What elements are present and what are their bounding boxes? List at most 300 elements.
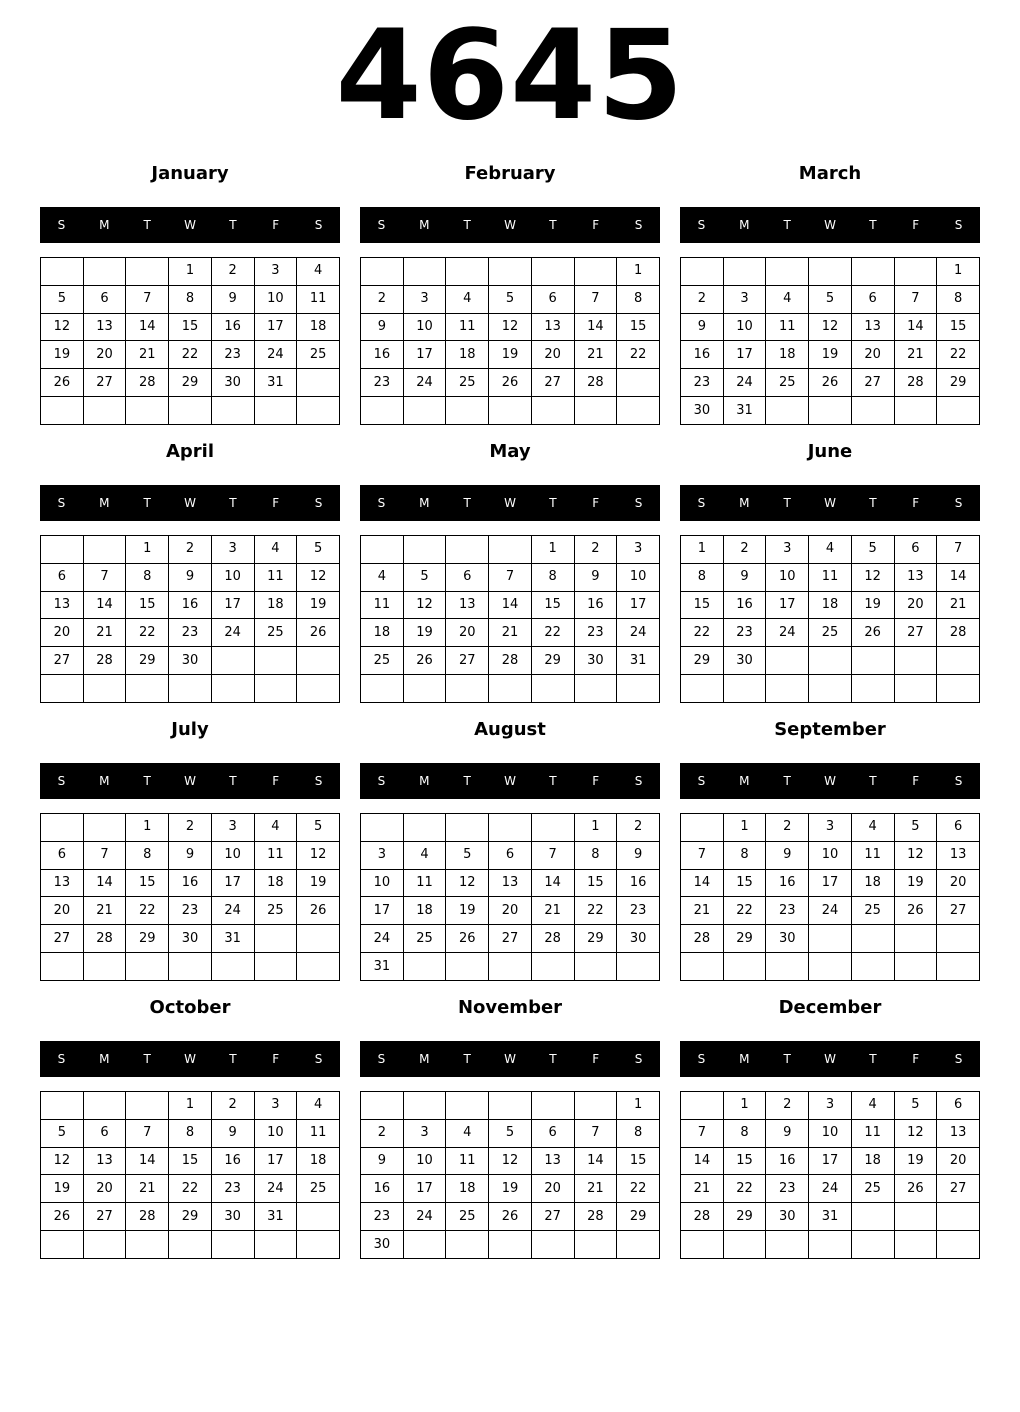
day-cell: 27 [41,925,84,953]
week-row [361,313,660,341]
weekday-label: S [634,1052,643,1066]
day-cell: 12 [894,1119,937,1147]
week-row [361,841,660,869]
weekday-label: M [99,1052,110,1066]
day-cell: 5 [489,285,532,313]
empty-cell [937,953,980,981]
empty-cell [297,675,340,703]
week-row [681,1147,980,1175]
day-cell: 13 [937,841,980,869]
day-cell: 29 [169,1203,212,1231]
day-cell: 5 [41,1119,84,1147]
day-cell: 23 [211,341,254,369]
day-cell: 25 [297,1175,340,1203]
empty-cell [41,953,84,981]
day-cell: 13 [83,313,126,341]
day-cell: 9 [169,841,212,869]
empty-cell [681,953,724,981]
day-cell: 3 [809,814,852,842]
day-cell: 4 [297,258,340,286]
day-cell: 20 [446,619,489,647]
weekday-label: T [549,496,557,510]
day-cell: 24 [766,619,809,647]
day-cell: 25 [254,619,297,647]
empty-cell [297,369,340,397]
week-row [681,397,980,425]
day-cell: 29 [531,647,574,675]
empty-cell [531,1231,574,1259]
day-cell: 5 [297,814,340,842]
day-cell: 18 [809,591,852,619]
day-cell: 27 [531,1203,574,1231]
day-cell: 9 [211,1119,254,1147]
day-cell: 30 [766,1203,809,1231]
weekday-header-bar [40,485,340,521]
week-row [681,1231,980,1259]
week-row [361,814,660,842]
weekday-label: M [419,1052,430,1066]
day-cell: 13 [531,1147,574,1175]
day-cell: 23 [361,1203,404,1231]
day-cell: 1 [723,814,766,842]
day-cell: 12 [894,841,937,869]
day-cell: 25 [766,369,809,397]
day-cell: 11 [297,1119,340,1147]
day-cell: 24 [617,619,660,647]
weekday-label: W [824,774,836,788]
day-cell: 5 [489,1119,532,1147]
weekday-header-bar [40,763,340,799]
day-cell: 4 [446,1119,489,1147]
day-cell: 14 [681,1147,724,1175]
empty-cell [531,953,574,981]
empty-cell [617,397,660,425]
week-row [681,1119,980,1147]
day-cell: 24 [809,897,852,925]
day-cell: 8 [574,841,617,869]
weekday-header-bar [40,1041,340,1077]
empty-cell [126,1231,169,1259]
weekday-label: T [549,774,557,788]
empty-cell [489,675,532,703]
empty-cell [617,1231,660,1259]
day-cell: 13 [851,313,894,341]
month-title: October [149,997,231,1018]
weekday-label: W [504,496,516,510]
day-grid [40,535,340,703]
day-cell: 8 [169,1119,212,1147]
day-cell: 9 [766,841,809,869]
empty-cell [617,675,660,703]
empty-cell [41,1092,84,1120]
weekday-label: S [314,774,323,788]
week-row [361,1175,660,1203]
day-cell: 25 [403,925,446,953]
empty-cell [169,953,212,981]
week-row [361,563,660,591]
empty-cell [254,1231,297,1259]
empty-cell [851,925,894,953]
day-cell: 21 [83,897,126,925]
week-row [681,814,980,842]
day-cell: 22 [723,1175,766,1203]
day-cell: 11 [446,313,489,341]
weekday-label: T [783,774,791,788]
day-cell: 3 [723,285,766,313]
weekday-header-bar [360,1041,660,1077]
day-cell: 11 [403,869,446,897]
weekday-label: F [272,1052,280,1066]
week-row [41,1119,340,1147]
weekday-header-bar [680,207,980,243]
day-cell: 25 [851,897,894,925]
week-row [681,563,980,591]
weekday-label: S [314,1052,323,1066]
day-cell: 17 [254,1147,297,1175]
empty-cell [681,675,724,703]
empty-cell [211,647,254,675]
day-cell: 9 [766,1119,809,1147]
week-row [681,369,980,397]
day-cell: 15 [681,591,724,619]
empty-cell [937,647,980,675]
day-cell: 19 [489,341,532,369]
weekday-label: S [697,218,706,232]
empty-cell [681,1092,724,1120]
day-cell: 16 [574,591,617,619]
day-cell: 24 [211,619,254,647]
empty-cell [937,925,980,953]
day-cell: 23 [211,1175,254,1203]
day-cell: 2 [766,814,809,842]
day-cell: 31 [254,1203,297,1231]
day-cell: 18 [851,869,894,897]
day-cell: 12 [809,313,852,341]
day-cell: 29 [723,925,766,953]
day-cell: 12 [446,869,489,897]
weekday-label: W [504,1052,516,1066]
week-row [361,258,660,286]
day-cell: 30 [574,647,617,675]
empty-cell [297,647,340,675]
day-cell: 23 [766,1175,809,1203]
day-cell: 26 [446,925,489,953]
week-row [681,953,980,981]
week-row [41,647,340,675]
day-cell: 4 [403,841,446,869]
day-cell: 28 [83,647,126,675]
day-cell: 29 [617,1203,660,1231]
day-cell: 6 [83,285,126,313]
day-cell: 21 [83,619,126,647]
day-cell: 22 [169,1175,212,1203]
week-row [681,536,980,564]
empty-cell [83,814,126,842]
week-row [41,953,340,981]
day-cell: 21 [574,1175,617,1203]
week-row [361,897,660,925]
day-cell: 17 [211,869,254,897]
day-cell: 17 [403,1175,446,1203]
day-cell: 1 [169,1092,212,1120]
empty-cell [723,953,766,981]
day-cell: 27 [83,1203,126,1231]
day-cell: 7 [126,285,169,313]
day-cell: 2 [766,1092,809,1120]
day-cell: 12 [489,313,532,341]
empty-cell [489,1231,532,1259]
day-cell: 22 [126,619,169,647]
day-cell: 11 [254,841,297,869]
day-cell: 4 [446,285,489,313]
day-cell: 22 [617,1175,660,1203]
day-cell: 11 [766,313,809,341]
month-title: September [774,719,886,740]
day-cell: 3 [809,1092,852,1120]
day-cell: 31 [361,953,404,981]
day-cell: 30 [169,647,212,675]
day-grid [40,1091,340,1259]
empty-cell [403,536,446,564]
empty-cell [851,675,894,703]
day-cell: 30 [681,397,724,425]
day-cell: 31 [211,925,254,953]
week-row [361,925,660,953]
day-cell: 11 [254,563,297,591]
week-row [361,1231,660,1259]
weekday-label: F [592,1052,600,1066]
day-cell: 5 [403,563,446,591]
empty-cell [574,1231,617,1259]
day-cell: 28 [83,925,126,953]
day-cell: 19 [489,1175,532,1203]
day-cell: 10 [809,841,852,869]
empty-cell [489,258,532,286]
weekday-label: T [783,218,791,232]
empty-cell [297,953,340,981]
day-cell: 29 [937,369,980,397]
week-row [41,341,340,369]
day-cell: 23 [169,619,212,647]
empty-cell [446,675,489,703]
month-title: May [489,441,531,462]
week-row [681,313,980,341]
empty-cell [361,814,404,842]
day-cell: 15 [126,869,169,897]
day-cell: 6 [446,563,489,591]
day-cell: 20 [851,341,894,369]
day-cell: 29 [169,369,212,397]
day-cell: 20 [83,341,126,369]
day-cell: 16 [617,869,660,897]
weekday-label: S [314,496,323,510]
day-cell: 15 [531,591,574,619]
empty-cell [41,1231,84,1259]
month-title: March [798,163,862,184]
week-row [41,925,340,953]
empty-cell [403,1092,446,1120]
weekday-label: T [143,774,151,788]
day-cell: 17 [361,897,404,925]
day-cell: 28 [894,369,937,397]
weekday-label: T [783,496,791,510]
weekday-label: S [697,1052,706,1066]
day-cell: 29 [126,647,169,675]
week-row [41,897,340,925]
day-cell: 4 [361,563,404,591]
weekday-label: T [549,1052,557,1066]
weekday-label: T [869,1052,877,1066]
day-cell: 26 [41,369,84,397]
empty-cell [446,1231,489,1259]
day-cell: 29 [574,925,617,953]
day-cell: 17 [809,1147,852,1175]
day-cell: 28 [126,369,169,397]
weekday-label: S [377,496,386,510]
day-cell: 18 [254,869,297,897]
day-cell: 30 [211,369,254,397]
day-cell: 4 [809,536,852,564]
weekday-label: F [912,774,920,788]
day-cell: 24 [211,897,254,925]
day-cell: 10 [403,313,446,341]
day-cell: 11 [297,285,340,313]
day-cell: 31 [809,1203,852,1231]
week-row [41,675,340,703]
day-grid [40,813,340,981]
empty-cell [809,258,852,286]
day-cell: 3 [617,536,660,564]
day-cell: 26 [297,897,340,925]
day-cell: 17 [254,313,297,341]
week-row [361,591,660,619]
empty-cell [894,925,937,953]
day-cell: 13 [489,869,532,897]
day-cell: 30 [766,925,809,953]
day-cell: 8 [723,841,766,869]
day-cell: 7 [531,841,574,869]
day-cell: 11 [446,1147,489,1175]
weekday-label: S [634,774,643,788]
day-cell: 21 [681,1175,724,1203]
weekday-label: M [99,774,110,788]
day-cell: 25 [851,1175,894,1203]
day-cell: 22 [723,897,766,925]
empty-cell [531,675,574,703]
day-cell: 27 [489,925,532,953]
weekday-label: W [824,218,836,232]
day-cell: 19 [41,341,84,369]
day-cell: 3 [361,841,404,869]
day-grid [40,257,340,425]
weekday-label: M [739,496,750,510]
weekday-label: S [954,218,963,232]
empty-cell [681,1231,724,1259]
empty-cell [403,675,446,703]
day-cell: 9 [723,563,766,591]
day-cell: 7 [489,563,532,591]
day-cell: 24 [254,341,297,369]
day-cell: 18 [446,1175,489,1203]
weekday-header-bar [40,207,340,243]
empty-cell [361,1092,404,1120]
weekday-header-bar [360,763,660,799]
day-cell: 16 [169,869,212,897]
day-cell: 27 [937,897,980,925]
day-cell: 11 [851,1119,894,1147]
day-grid [680,813,980,981]
day-cell: 15 [169,313,212,341]
week-row [361,869,660,897]
day-cell: 7 [126,1119,169,1147]
weekday-label: W [504,218,516,232]
day-cell: 20 [937,1147,980,1175]
day-cell: 6 [83,1119,126,1147]
week-row [681,869,980,897]
day-cell: 22 [937,341,980,369]
day-grid [680,535,980,703]
weekday-label: W [824,496,836,510]
day-cell: 27 [531,369,574,397]
empty-cell [211,1231,254,1259]
day-cell: 17 [617,591,660,619]
day-cell: 27 [937,1175,980,1203]
weekday-header-bar [360,485,660,521]
month-title: August [474,719,546,740]
empty-cell [403,1231,446,1259]
week-row [361,619,660,647]
day-grid [680,257,980,425]
empty-cell [126,258,169,286]
day-cell: 2 [361,285,404,313]
weekday-label: F [272,774,280,788]
day-cell: 12 [41,313,84,341]
week-row [361,369,660,397]
empty-cell [361,675,404,703]
day-cell: 10 [211,563,254,591]
month-title: July [171,719,209,740]
empty-cell [851,258,894,286]
empty-cell [617,369,660,397]
day-cell: 8 [169,285,212,313]
day-cell: 6 [894,536,937,564]
day-cell: 30 [617,925,660,953]
weekday-label: M [739,1052,750,1066]
day-cell: 1 [126,536,169,564]
empty-cell [531,1092,574,1120]
week-row [681,341,980,369]
day-cell: 21 [126,1175,169,1203]
empty-cell [809,647,852,675]
day-cell: 9 [361,1147,404,1175]
day-cell: 17 [766,591,809,619]
day-cell: 15 [723,869,766,897]
day-cell: 19 [809,341,852,369]
day-cell: 10 [361,869,404,897]
year-title: 4645 [335,4,685,148]
empty-cell [809,925,852,953]
day-cell: 8 [531,563,574,591]
day-cell: 26 [851,619,894,647]
day-cell: 16 [681,341,724,369]
day-cell: 16 [211,313,254,341]
weekday-label: F [912,1052,920,1066]
day-cell: 12 [297,841,340,869]
empty-cell [41,258,84,286]
week-row [361,953,660,981]
day-cell: 18 [403,897,446,925]
day-cell: 21 [126,341,169,369]
